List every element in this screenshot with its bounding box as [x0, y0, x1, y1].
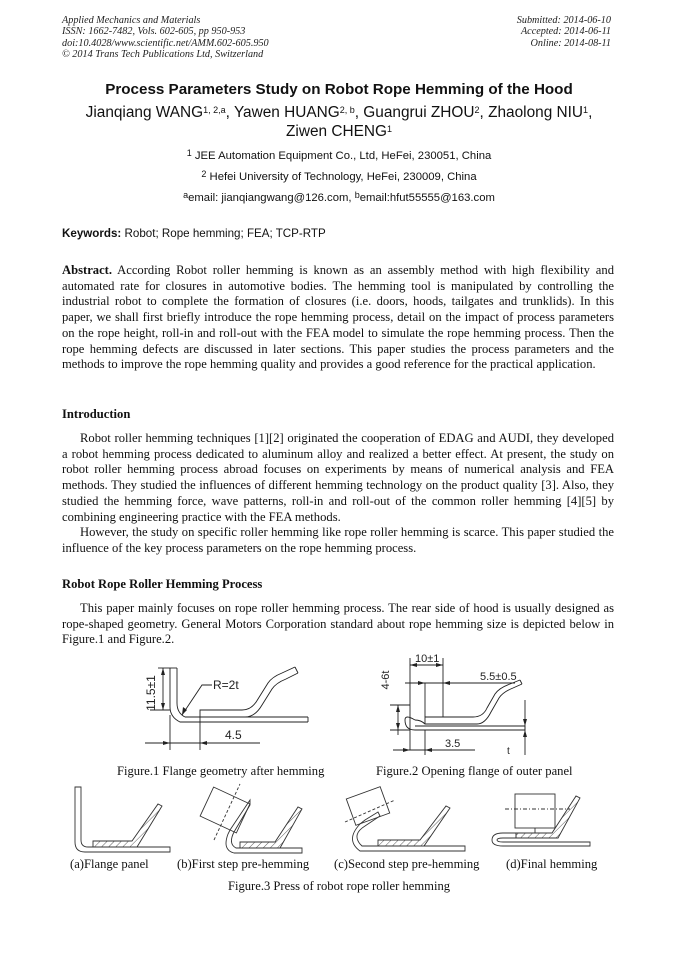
- intro-paragraph-1: Robot roller hemming techniques [1][2] originated the cooperation of EDAG and AUDI, they developed a robot hemming process dedicated to aluminum alloy and realized a better effect. At present, the study on robot roller hemming process abroad focuses on experiments by means of numerical analysis and FEA methods. They studied the influences of different hemming technology on the product quality [3]. Also, they studied the hemming force, wave patterns, roll-in and roll-out of the common roller hemming [4][5] by combining engineering practice with the FEA methods.: [62, 431, 614, 524]
- section-heading-rope-hemming: Robot Rope Roller Hemming Process: [62, 577, 263, 591]
- fig1-radius-label: R=2t: [213, 678, 239, 692]
- keywords-text: Robot; Rope hemming; FEA; TCP-RTP: [121, 227, 326, 240]
- fig2-top-label: 10±1: [415, 653, 440, 665]
- issn: ISSN: 1662-7482, Vols. 602-605, pp 950-953: [62, 26, 246, 38]
- fig1-height-label: 11.5±1: [144, 675, 158, 711]
- author-sup: 2: [474, 105, 480, 115]
- fig2-height-label: 4-6t: [380, 670, 392, 690]
- author-name: Ziwen CHENG: [286, 123, 387, 140]
- copyright: © 2014 Trans Tech Publications Ltd, Switzerland: [62, 48, 264, 60]
- author-name: Guangrui ZHOU: [363, 104, 475, 121]
- figure-1-caption: Figure.1 Flange geometry after hemming: [117, 764, 325, 778]
- keywords-label: Keywords:: [62, 227, 122, 240]
- figure-3-hemming-steps: [60, 782, 620, 856]
- email-b: email:hfut55555@163.com: [359, 192, 495, 204]
- section2-paragraph: This paper mainly focuses on rope roller hemming process. The rear side of hood is usually designed as rope-shaped geometry. General Motors Corporation standard about rope hemming size is depicted below in Figure.1 and Figure.2.: [62, 601, 614, 647]
- keywords: [62, 227, 326, 240]
- figure-2-opening-flange: [365, 650, 595, 760]
- step-b-first-pre-hemming: [200, 784, 302, 853]
- fig2-bottom-label: 3.5: [445, 738, 461, 750]
- email-sup: b: [354, 190, 360, 200]
- abstract-label: Abstract.: [62, 263, 113, 277]
- author-sup: 1: [386, 124, 392, 134]
- figure-3a-caption: (a)Flange panel: [70, 857, 149, 871]
- doi: doi:10.4028/www.scientific.net/AMM.602-605.950: [62, 37, 269, 49]
- figure-3d-caption: (d)Final hemming: [506, 857, 598, 871]
- figure-1-flange-geometry: [130, 655, 350, 755]
- online-date: Online: 2014-08-11: [530, 37, 611, 49]
- affiliation-sup: 1: [186, 148, 192, 158]
- figure-2-caption: Figure.2 Opening flange of outer panel: [376, 764, 573, 778]
- dates-info: [517, 15, 611, 49]
- journal-name: Applied Mechanics and Materials: [62, 15, 201, 26]
- author-sup: 1: [583, 105, 589, 115]
- affiliation-2: [0, 171, 678, 183]
- step-a-flange-panel: [75, 787, 170, 852]
- fig2-t-label: t: [507, 746, 510, 757]
- emails: [0, 192, 678, 204]
- email-a: email: jianqiangwang@126.com,: [188, 192, 355, 204]
- author-name: Zhaolong NIU: [488, 104, 584, 121]
- step-c-second-pre-hemming: [345, 787, 465, 851]
- figure-3c-caption: (c)Second step pre-hemming: [334, 857, 480, 871]
- figure-3b-caption: (b)First step pre-hemming: [177, 857, 310, 871]
- affiliation-sup: 2: [201, 169, 207, 179]
- author-name: Jianqiang WANG: [85, 104, 204, 121]
- accepted-date: Accepted: 2014-06-11: [520, 26, 611, 38]
- intro-paragraph-2: However, the study on specific roller hemming like rope roller hemming is scarce. This paper studied the influence of the key process parameters on the rope hemming process.: [62, 525, 614, 555]
- email-sup: a: [183, 190, 189, 200]
- section-heading-introduction: Introduction: [62, 407, 131, 421]
- fig1-width-label: 4.5: [225, 728, 242, 742]
- submitted-date: Submitted: 2014-06-10: [516, 15, 611, 26]
- abstract: [62, 263, 614, 373]
- affiliation-text: JEE Automation Equipment Co., Ltd, HeFei, 230051, China: [191, 150, 492, 162]
- author-sup: 2, b: [339, 105, 355, 115]
- affiliation-1: [0, 150, 678, 162]
- journal-info: [62, 15, 269, 60]
- figure-3-caption: Figure.3 Press of robot rope roller hemming: [227, 879, 451, 893]
- step-d-final-hemming: [492, 794, 590, 846]
- fig2-mid-label: 5.5±0.5: [480, 671, 517, 683]
- author-sup: 1, 2,a: [203, 105, 226, 115]
- paper-title: Process Parameters Study on Robot Rope Hemming of the Hood: [105, 81, 573, 98]
- abstract-text: According Robot roller hemming is known as an assembly method with high flexibility and automated rate for closures in automotive bodies. The hemming tool is manipulated by controlling the industrial robot to complete the formation of closures (i.e. doors, hoods, tailgates and trunklids). In this paper, we shall first briefly introduce the rope hemming process, detail on the impact of process parameters on the rope height, roll-in and roll-out with the FEA model to simulate the rope hemming process. Then the rope hemming defects are discussed in later sections. This paper studies the process parameters and the methods to improve the rope hemming quality and provides a good reference for the practical application.: [62, 263, 614, 372]
- author-name: Yawen HUANG: [233, 104, 340, 121]
- author-list: Jianqiang WANG$^{1, 2,a}$, Yawen HUANG$^{2, b}$, Guangrui ZHOU$^2$, Zhaolong NIU$^1$, Ziwen CHENG$^1$: [85, 104, 593, 140]
- affiliation-text: Hefei University of Technology, HeFei, 230009, China: [206, 171, 477, 183]
